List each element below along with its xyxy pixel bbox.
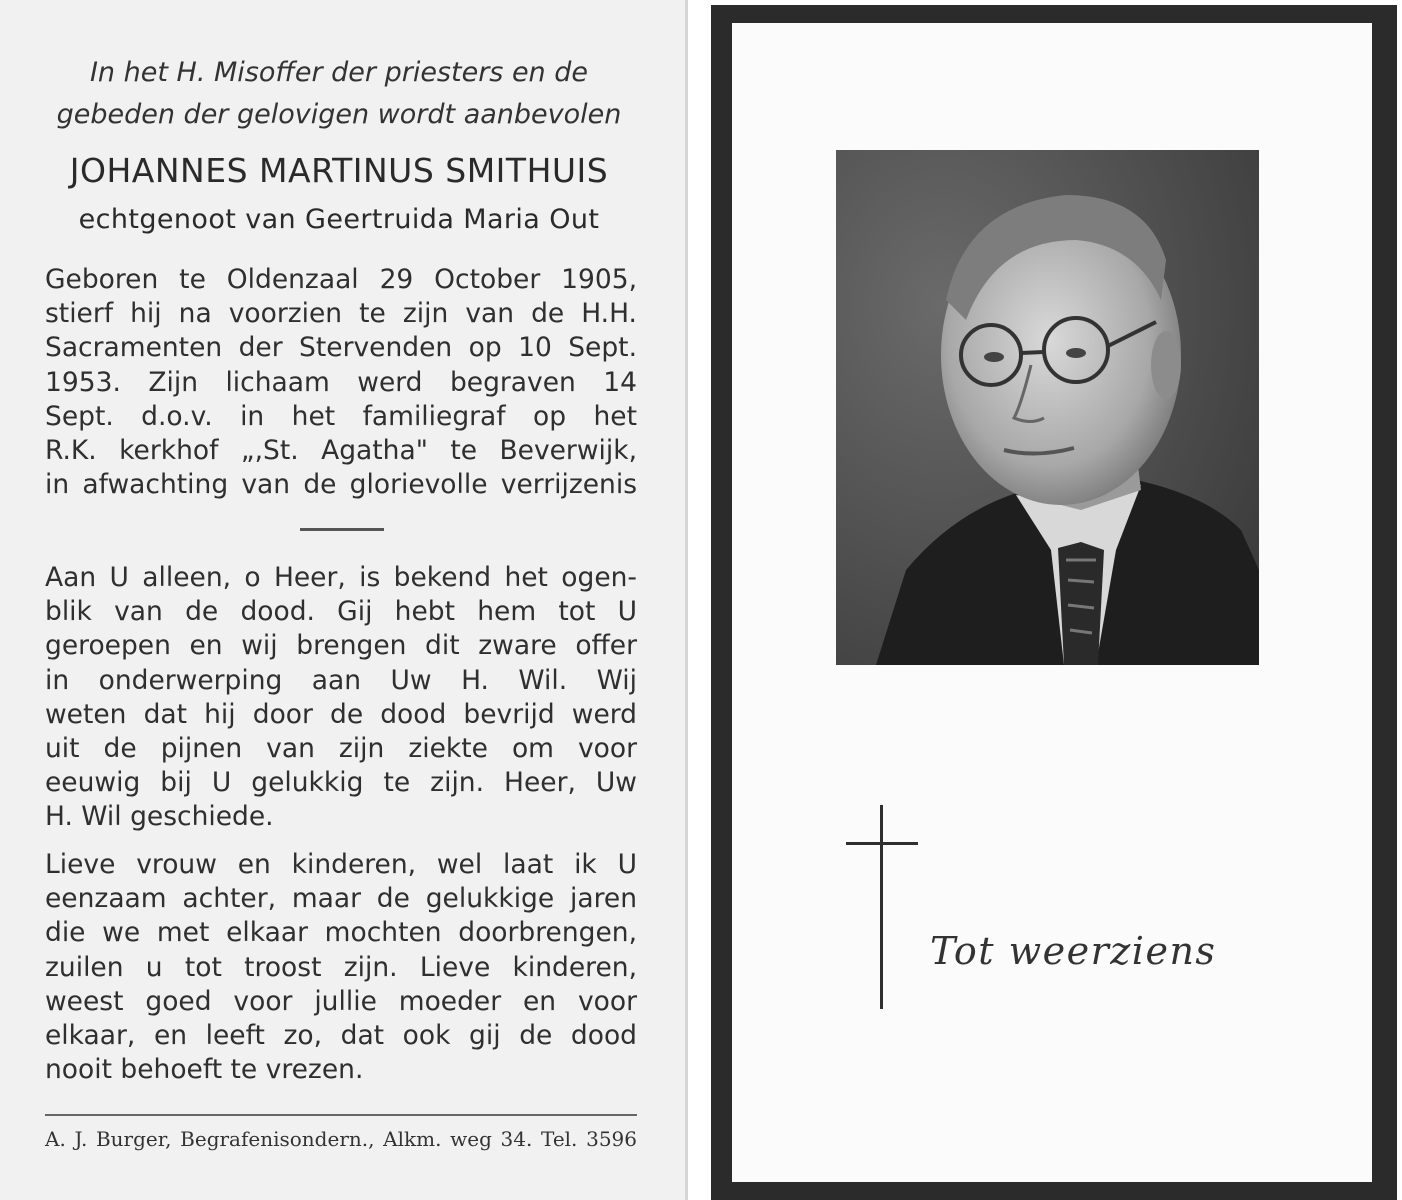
text-line: eenzaam achter, maar de gelukkige jaren xyxy=(45,883,637,915)
text-line: stierf hij na voorzien te zijn van de H.H. xyxy=(45,298,637,330)
text-line: weest goed voor jullie moeder en voor xyxy=(45,985,637,1017)
text-line: R.K. kerkhof „,St. Agatha" te Beverwijk, xyxy=(45,435,637,467)
undertaker-footer: A. J. Burger, Begrafenisondern., Alkm. weg 34. Tel. 3596 xyxy=(45,1127,637,1151)
text-line: die we met elkaar mochten doorbrengen, xyxy=(45,917,637,949)
card-inner-panel xyxy=(732,23,1372,1182)
text-line: blik van de dood. Gij hebt hem tot U xyxy=(45,596,637,628)
text-line: Geboren te Oldenzaal 29 October 1905, xyxy=(45,264,637,295)
text-line: Sacramenten der Stervenden op 10 Sept. xyxy=(45,332,637,364)
text-line: elkaar, en leeft zo, dat ook gij de dood xyxy=(45,1020,637,1052)
latin-cross-icon xyxy=(880,805,883,1009)
text-line: weten dat hij door de dood bevrijd werd xyxy=(45,698,637,730)
text-line: zuilen u tot troost zijn. Lieve kinderen, xyxy=(45,951,637,983)
prayer-paragraph xyxy=(45,561,637,835)
text-line: Sept. d.o.v. in het familiegraf op het xyxy=(45,400,637,432)
farewell-paragraph xyxy=(45,848,637,1087)
portrait-illustration xyxy=(836,150,1259,665)
intro-line: gebeden der gelovigen wordt aanbevolen xyxy=(56,99,622,130)
text-line: nooit behoeft te vrezen. xyxy=(45,1054,364,1086)
spouse-line: echtgenoot van Geertruida Maria Out xyxy=(78,204,600,235)
text-line: in afwachting van de glorievolle verrijzenis xyxy=(45,469,637,501)
intro-text xyxy=(40,52,638,136)
text-line: geroepen en wij brengen dit zware offer xyxy=(45,630,637,662)
farewell-text: Tot weerziens xyxy=(930,929,1217,973)
biography-paragraph xyxy=(45,263,637,502)
portrait-photo xyxy=(836,150,1259,665)
text-line: uit de pijnen van zijn ziekte om voor xyxy=(45,733,637,765)
prayer-card-photo-side xyxy=(711,5,1397,1200)
text-line: in onderwerping aan Uw H. Wil. Wij xyxy=(45,664,637,696)
text-line: Aan U alleen, o Heer, is bekend het ogen- xyxy=(45,562,637,593)
section-divider xyxy=(300,528,384,531)
text-line: H. Wil geschiede. xyxy=(45,801,274,833)
footer-divider xyxy=(45,1114,637,1116)
latin-cross-icon-bar xyxy=(846,842,918,845)
text-line: eeuwig bij U gelukkig te zijn. Heer, Uw xyxy=(45,767,637,799)
prayer-card-text-side xyxy=(0,0,688,1200)
deceased-name: JOHANNES MARTINUS SMITHUIS xyxy=(69,151,609,190)
text-line: Lieve vrouw en kinderen, wel laat ik U xyxy=(45,849,637,880)
intro-line: In het H. Misoffer der priesters en de xyxy=(89,57,589,88)
text-line: 1953. Zijn lichaam werd begraven 14 xyxy=(45,366,637,398)
